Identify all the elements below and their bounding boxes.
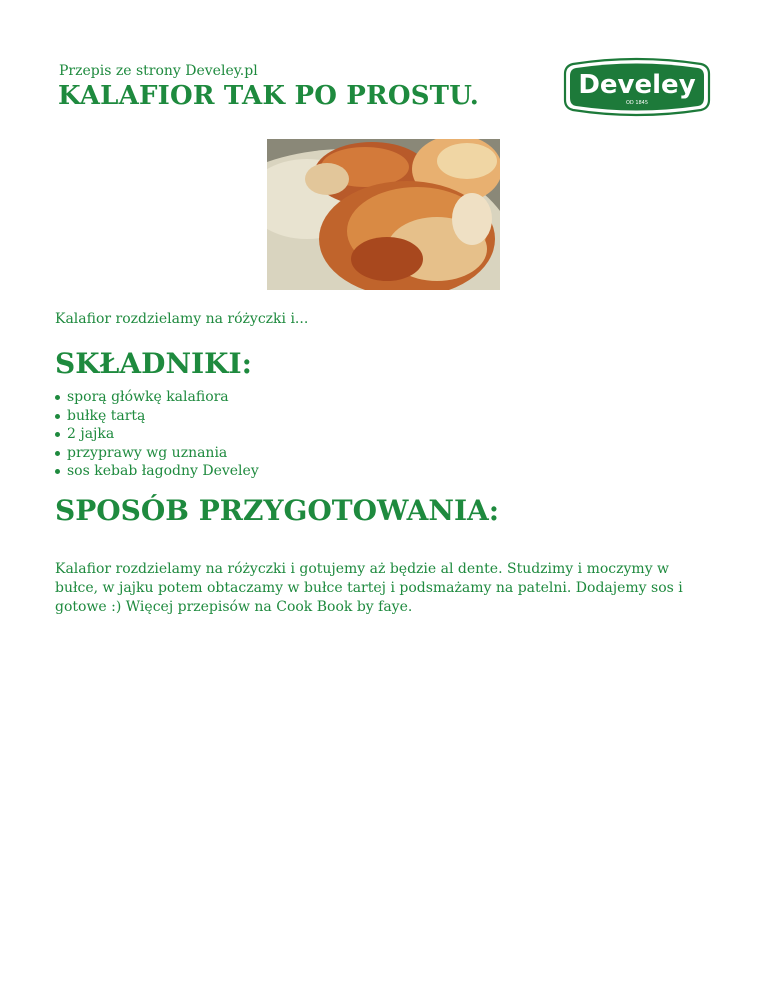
logo-text: Develey (578, 70, 696, 100)
ingredients-list (55, 388, 259, 481)
ingredient-label: 2 jajka (67, 426, 115, 443)
bullet-icon (55, 432, 60, 437)
bullet-icon (55, 395, 60, 400)
develey-logo (563, 56, 711, 118)
bullet-icon (55, 469, 60, 474)
ingredient-label: sporą główkę kalafiora (67, 389, 229, 405)
logo-subtext: OD 1845 (625, 100, 649, 106)
ingredient-label: sos kebab łagodny Develey (67, 463, 259, 480)
ingredients-heading: SKŁADNIKI: (55, 347, 252, 380)
list-item (55, 444, 259, 463)
list-item (55, 407, 259, 426)
ingredient-label: przyprawy wg uznania (67, 444, 228, 461)
list-item (55, 388, 259, 407)
ingredient-label: bułkę tartą (67, 407, 146, 424)
method-text: Kalafior rozdzielamy na różyczki i gotujemy aż będzie al dente. Studzimy i moczymy w bułce, w jajku potem obtaczamy w bułce tartej i podsmażamy na patelni. Dodajemy sos i gotowe :) Więcej przepisów na Cook Book by faye. (55, 561, 683, 615)
list-item (55, 425, 259, 444)
bullet-icon (55, 451, 60, 456)
list-item (55, 462, 259, 481)
intro-text: Kalafior rozdzielamy na różyczki i... (55, 311, 309, 327)
fried-cauliflower-photo (267, 139, 500, 290)
source-note: Przepis ze strony Develey.pl (59, 63, 258, 79)
page-title: KALAFIOR TAK PO PROSTU. (58, 81, 479, 111)
bullet-icon (55, 414, 60, 419)
method-heading: SPOSÓB PRZYGOTOWANIA: (55, 494, 500, 527)
